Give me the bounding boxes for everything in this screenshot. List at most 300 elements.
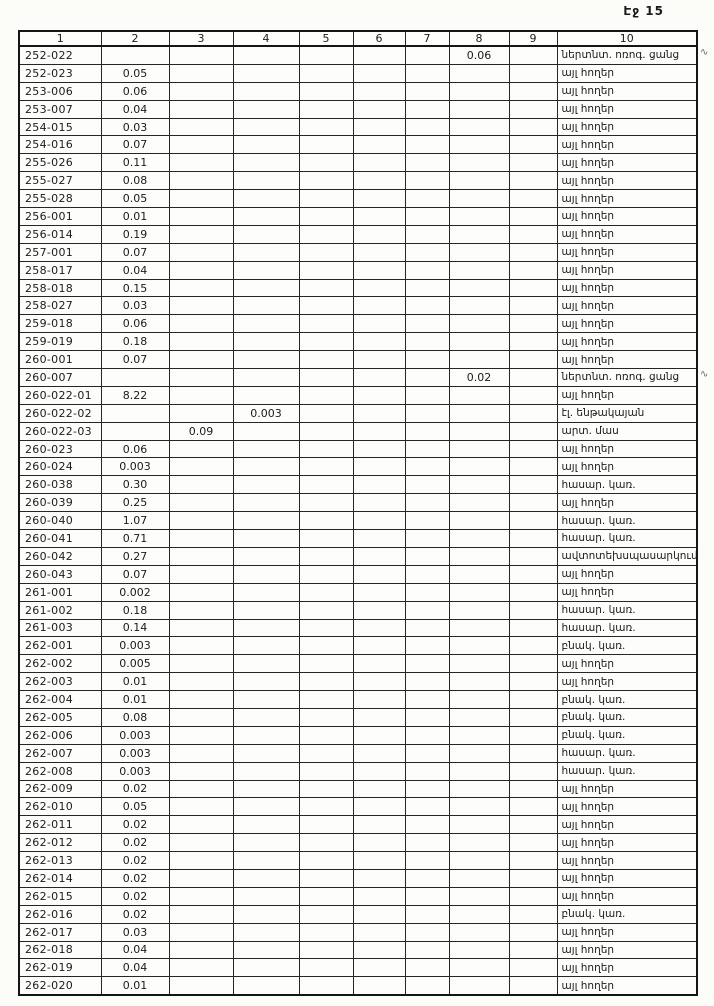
value-cell: 0.06 <box>101 440 169 458</box>
parcel-code-cell: 260-041 <box>19 530 101 548</box>
value-cell <box>233 315 299 333</box>
parcel-code-cell: 262-005 <box>19 708 101 726</box>
value-cell <box>353 46 405 64</box>
value-cell <box>509 869 557 887</box>
value-cell <box>233 780 299 798</box>
value-cell <box>405 100 449 118</box>
value-cell <box>405 154 449 172</box>
value-cell <box>169 118 233 136</box>
value-cell <box>353 190 405 208</box>
value-cell <box>353 82 405 100</box>
value-cell: 0.07 <box>101 243 169 261</box>
value-cell <box>299 655 353 673</box>
value-cell: 0.18 <box>101 333 169 351</box>
value-cell <box>405 494 449 512</box>
value-cell <box>169 744 233 762</box>
value-cell <box>449 100 509 118</box>
value-cell <box>509 243 557 261</box>
value-cell: 0.30 <box>101 476 169 494</box>
value-cell <box>449 691 509 709</box>
value-cell: 0.08 <box>101 172 169 190</box>
value-cell <box>299 565 353 583</box>
table-row <box>19 834 697 852</box>
parcel-code-cell: 262-013 <box>19 852 101 870</box>
value-cell <box>449 404 509 422</box>
parcel-code-cell: 262-006 <box>19 726 101 744</box>
value-cell <box>233 386 299 404</box>
column-header: 9 <box>509 31 557 46</box>
value-cell <box>299 208 353 226</box>
value-cell: 0.03 <box>101 923 169 941</box>
value-cell <box>101 369 169 387</box>
table-row <box>19 243 697 261</box>
value-cell <box>299 369 353 387</box>
value-cell <box>233 869 299 887</box>
value-cell <box>509 458 557 476</box>
value-cell <box>233 959 299 977</box>
column-header: 2 <box>101 31 169 46</box>
value-cell <box>353 386 405 404</box>
table-row <box>19 315 697 333</box>
value-cell <box>233 583 299 601</box>
parcel-code-cell: 262-009 <box>19 780 101 798</box>
value-cell <box>353 440 405 458</box>
parcel-code-cell: 262-016 <box>19 905 101 923</box>
value-cell <box>509 762 557 780</box>
value-cell <box>353 619 405 637</box>
value-cell <box>449 494 509 512</box>
parcel-code-cell: 256-001 <box>19 208 101 226</box>
table-row <box>19 852 697 870</box>
value-cell <box>233 762 299 780</box>
value-cell <box>299 601 353 619</box>
value-cell: 0.003 <box>101 637 169 655</box>
land-type-cell: բնակ. կառ. <box>557 691 697 709</box>
parcel-code-cell: 262-001 <box>19 637 101 655</box>
table-row <box>19 225 697 243</box>
value-cell <box>405 959 449 977</box>
parcel-code-cell: 252-023 <box>19 64 101 82</box>
value-cell <box>509 64 557 82</box>
value-cell <box>299 816 353 834</box>
value-cell <box>405 190 449 208</box>
table-row <box>19 100 697 118</box>
value-cell <box>169 780 233 798</box>
value-cell <box>299 172 353 190</box>
value-cell <box>299 583 353 601</box>
value-cell <box>169 583 233 601</box>
value-cell <box>353 798 405 816</box>
value-cell <box>233 64 299 82</box>
parcel-code-cell: 262-017 <box>19 923 101 941</box>
value-cell <box>353 905 405 923</box>
value-cell <box>233 100 299 118</box>
value-cell <box>299 440 353 458</box>
parcel-code-cell: 260-022-03 <box>19 422 101 440</box>
page-number-label: Էջ 15 <box>623 4 664 18</box>
land-type-cell: այլ հողեր <box>557 297 697 315</box>
value-cell <box>299 190 353 208</box>
value-cell <box>405 404 449 422</box>
value-cell <box>299 691 353 709</box>
table-row <box>19 583 697 601</box>
value-cell <box>509 190 557 208</box>
table-row <box>19 82 697 100</box>
value-cell <box>353 726 405 744</box>
value-cell <box>299 458 353 476</box>
value-cell <box>169 691 233 709</box>
value-cell <box>509 708 557 726</box>
value-cell <box>449 208 509 226</box>
land-type-cell: այլ հողեր <box>557 673 697 691</box>
land-type-cell: այլ հողեր <box>557 458 697 476</box>
value-cell <box>449 440 509 458</box>
parcel-code-cell: 262-007 <box>19 744 101 762</box>
value-cell: 8.22 <box>101 386 169 404</box>
value-cell <box>169 565 233 583</box>
value-cell <box>405 118 449 136</box>
value-cell <box>405 512 449 530</box>
value-cell <box>509 852 557 870</box>
table-row <box>19 386 697 404</box>
value-cell <box>449 977 509 995</box>
value-cell <box>169 637 233 655</box>
value-cell <box>353 404 405 422</box>
land-type-cell: հասար. կառ. <box>557 744 697 762</box>
value-cell: 0.02 <box>101 887 169 905</box>
value-cell: 0.02 <box>449 369 509 387</box>
value-cell <box>233 243 299 261</box>
land-type-cell: այլ հողեր <box>557 816 697 834</box>
value-cell <box>169 351 233 369</box>
value-cell <box>353 655 405 673</box>
value-cell <box>405 547 449 565</box>
value-cell <box>299 834 353 852</box>
value-cell <box>405 333 449 351</box>
parcel-code-cell: 260-042 <box>19 547 101 565</box>
land-type-cell: այլ հողեր <box>557 869 697 887</box>
value-cell <box>509 279 557 297</box>
table-row <box>19 422 697 440</box>
value-cell <box>169 225 233 243</box>
value-cell: 0.04 <box>101 261 169 279</box>
value-cell <box>169 619 233 637</box>
value-cell <box>169 798 233 816</box>
value-cell <box>405 369 449 387</box>
value-cell <box>169 315 233 333</box>
value-cell: 0.07 <box>101 136 169 154</box>
value-cell: 0.003 <box>101 458 169 476</box>
value-cell <box>353 530 405 548</box>
value-cell <box>449 869 509 887</box>
value-cell <box>299 100 353 118</box>
parcel-code-cell: 260-023 <box>19 440 101 458</box>
value-cell <box>169 762 233 780</box>
table-row <box>19 530 697 548</box>
value-cell <box>169 655 233 673</box>
value-cell <box>405 834 449 852</box>
value-cell <box>299 726 353 744</box>
parcel-table <box>18 30 709 996</box>
value-cell <box>169 279 233 297</box>
value-cell <box>449 547 509 565</box>
value-cell <box>353 887 405 905</box>
value-cell <box>353 977 405 995</box>
table-row <box>19 333 697 351</box>
land-type-cell: այլ հողեր <box>557 225 697 243</box>
land-type-cell: այլ հողեր <box>557 333 697 351</box>
parcel-code-cell: 260-040 <box>19 512 101 530</box>
table-row <box>19 440 697 458</box>
table-row <box>19 512 697 530</box>
value-cell <box>233 422 299 440</box>
value-cell <box>299 530 353 548</box>
value-cell <box>353 422 405 440</box>
parcel-code-cell: 260-007 <box>19 369 101 387</box>
value-cell <box>509 208 557 226</box>
value-cell <box>509 583 557 601</box>
table-header <box>19 31 697 46</box>
land-type-cell: հասար. կառ. <box>557 476 697 494</box>
value-cell: 0.09 <box>169 422 233 440</box>
value-cell <box>509 46 557 64</box>
value-cell <box>233 852 299 870</box>
table-row <box>19 279 697 297</box>
parcel-code-cell: 260-001 <box>19 351 101 369</box>
value-cell <box>405 64 449 82</box>
value-cell <box>405 637 449 655</box>
land-type-cell: ներտնտ. ոռոգ. ցանց ∿ <box>557 369 697 387</box>
value-cell <box>233 655 299 673</box>
value-cell <box>405 852 449 870</box>
value-cell <box>299 762 353 780</box>
land-type-cell: այլ հողեր <box>557 261 697 279</box>
value-cell <box>405 351 449 369</box>
value-cell: 0.15 <box>101 279 169 297</box>
value-cell <box>509 619 557 637</box>
land-type-cell: այլ հողեր <box>557 565 697 583</box>
value-cell <box>233 136 299 154</box>
value-cell <box>509 333 557 351</box>
value-cell <box>169 136 233 154</box>
value-cell <box>449 708 509 726</box>
value-cell <box>405 297 449 315</box>
value-cell <box>233 225 299 243</box>
value-cell <box>405 887 449 905</box>
value-cell <box>509 476 557 494</box>
value-cell <box>353 136 405 154</box>
value-cell: 0.02 <box>101 780 169 798</box>
value-cell <box>405 386 449 404</box>
value-cell <box>509 440 557 458</box>
land-type-cell: այլ հողեր <box>557 655 697 673</box>
value-cell <box>449 780 509 798</box>
value-cell <box>353 208 405 226</box>
parcel-code-cell: 262-012 <box>19 834 101 852</box>
value-cell <box>353 565 405 583</box>
parcel-code-cell: 256-014 <box>19 225 101 243</box>
value-cell <box>169 154 233 172</box>
value-cell <box>509 977 557 995</box>
value-cell: 0.25 <box>101 494 169 512</box>
value-cell <box>405 136 449 154</box>
value-cell <box>169 386 233 404</box>
parcel-code-cell: 255-026 <box>19 154 101 172</box>
value-cell <box>169 941 233 959</box>
value-cell <box>405 279 449 297</box>
value-cell <box>353 100 405 118</box>
value-cell <box>509 386 557 404</box>
land-type-cell: այլ հողեր <box>557 852 697 870</box>
value-cell: 0.27 <box>101 547 169 565</box>
table-row <box>19 172 697 190</box>
value-cell <box>169 297 233 315</box>
value-cell <box>353 512 405 530</box>
parcel-code-cell: 262-003 <box>19 673 101 691</box>
value-cell <box>509 118 557 136</box>
value-cell <box>509 172 557 190</box>
value-cell <box>449 673 509 691</box>
value-cell <box>233 369 299 387</box>
land-type-cell: արտ. մաս <box>557 422 697 440</box>
value-cell <box>405 798 449 816</box>
value-cell <box>449 726 509 744</box>
value-cell <box>509 351 557 369</box>
table-row <box>19 887 697 905</box>
value-cell <box>405 816 449 834</box>
value-cell <box>233 82 299 100</box>
table-row <box>19 905 697 923</box>
value-cell <box>509 404 557 422</box>
value-cell <box>299 476 353 494</box>
value-cell <box>169 887 233 905</box>
value-cell <box>405 243 449 261</box>
value-cell <box>509 798 557 816</box>
value-cell: 0.003 <box>101 744 169 762</box>
value-cell <box>353 351 405 369</box>
value-cell <box>449 905 509 923</box>
value-cell <box>299 333 353 351</box>
table-row <box>19 369 697 387</box>
value-cell <box>299 243 353 261</box>
value-cell <box>233 673 299 691</box>
value-cell <box>449 941 509 959</box>
value-cell <box>169 673 233 691</box>
value-cell: 0.03 <box>101 297 169 315</box>
value-cell <box>233 887 299 905</box>
value-cell <box>299 744 353 762</box>
value-cell <box>169 172 233 190</box>
value-cell <box>233 601 299 619</box>
parcel-code-cell: 253-006 <box>19 82 101 100</box>
value-cell <box>509 923 557 941</box>
value-cell <box>233 494 299 512</box>
value-cell <box>299 959 353 977</box>
land-type-cell: հասար. կառ. <box>557 512 697 530</box>
value-cell <box>353 243 405 261</box>
value-cell <box>405 422 449 440</box>
value-cell <box>353 494 405 512</box>
value-cell <box>299 297 353 315</box>
land-type-cell: բնակ. կառ. <box>557 708 697 726</box>
value-cell <box>509 959 557 977</box>
value-cell <box>353 923 405 941</box>
value-cell <box>299 923 353 941</box>
value-cell <box>233 941 299 959</box>
value-cell <box>353 458 405 476</box>
parcel-code-cell: 262-015 <box>19 887 101 905</box>
value-cell <box>509 261 557 279</box>
parcel-code-cell: 262-004 <box>19 691 101 709</box>
value-cell <box>101 404 169 422</box>
table-row <box>19 136 697 154</box>
parcel-code-cell: 260-038 <box>19 476 101 494</box>
value-cell <box>299 977 353 995</box>
value-cell <box>509 136 557 154</box>
value-cell: 0.02 <box>101 816 169 834</box>
value-cell <box>449 154 509 172</box>
value-cell: 0.06 <box>449 46 509 64</box>
value-cell <box>405 530 449 548</box>
value-cell <box>509 601 557 619</box>
value-cell <box>233 440 299 458</box>
table-row <box>19 601 697 619</box>
parcel-code-cell: 262-010 <box>19 798 101 816</box>
value-cell <box>353 959 405 977</box>
value-cell <box>449 816 509 834</box>
value-cell <box>405 172 449 190</box>
value-cell <box>509 673 557 691</box>
parcel-code-cell: 253-007 <box>19 100 101 118</box>
parcel-code-cell: 262-011 <box>19 816 101 834</box>
parcel-code-cell: 261-002 <box>19 601 101 619</box>
column-header: 3 <box>169 31 233 46</box>
value-cell <box>449 655 509 673</box>
value-cell: 0.005 <box>101 655 169 673</box>
value-cell <box>405 655 449 673</box>
value-cell <box>449 386 509 404</box>
value-cell <box>449 64 509 82</box>
table-row <box>19 762 697 780</box>
value-cell <box>169 243 233 261</box>
value-cell: 0.19 <box>101 225 169 243</box>
table-row <box>19 458 697 476</box>
value-cell <box>449 458 509 476</box>
land-type-cell: այլ հողեր <box>557 351 697 369</box>
value-cell <box>233 619 299 637</box>
value-cell <box>449 923 509 941</box>
table-header-row <box>19 31 697 46</box>
value-cell <box>169 369 233 387</box>
value-cell <box>299 386 353 404</box>
value-cell <box>353 852 405 870</box>
table-row <box>19 494 697 512</box>
value-cell <box>405 762 449 780</box>
value-cell <box>509 726 557 744</box>
value-cell <box>233 977 299 995</box>
value-cell <box>233 726 299 744</box>
value-cell <box>509 422 557 440</box>
value-cell: 0.01 <box>101 208 169 226</box>
value-cell <box>233 279 299 297</box>
value-cell <box>405 905 449 923</box>
land-type-cell: այլ հողեր <box>557 208 697 226</box>
land-type-cell: այլ հողեր <box>557 583 697 601</box>
parcel-code-cell: 258-018 <box>19 279 101 297</box>
value-cell <box>299 708 353 726</box>
value-cell <box>169 458 233 476</box>
value-cell <box>449 512 509 530</box>
